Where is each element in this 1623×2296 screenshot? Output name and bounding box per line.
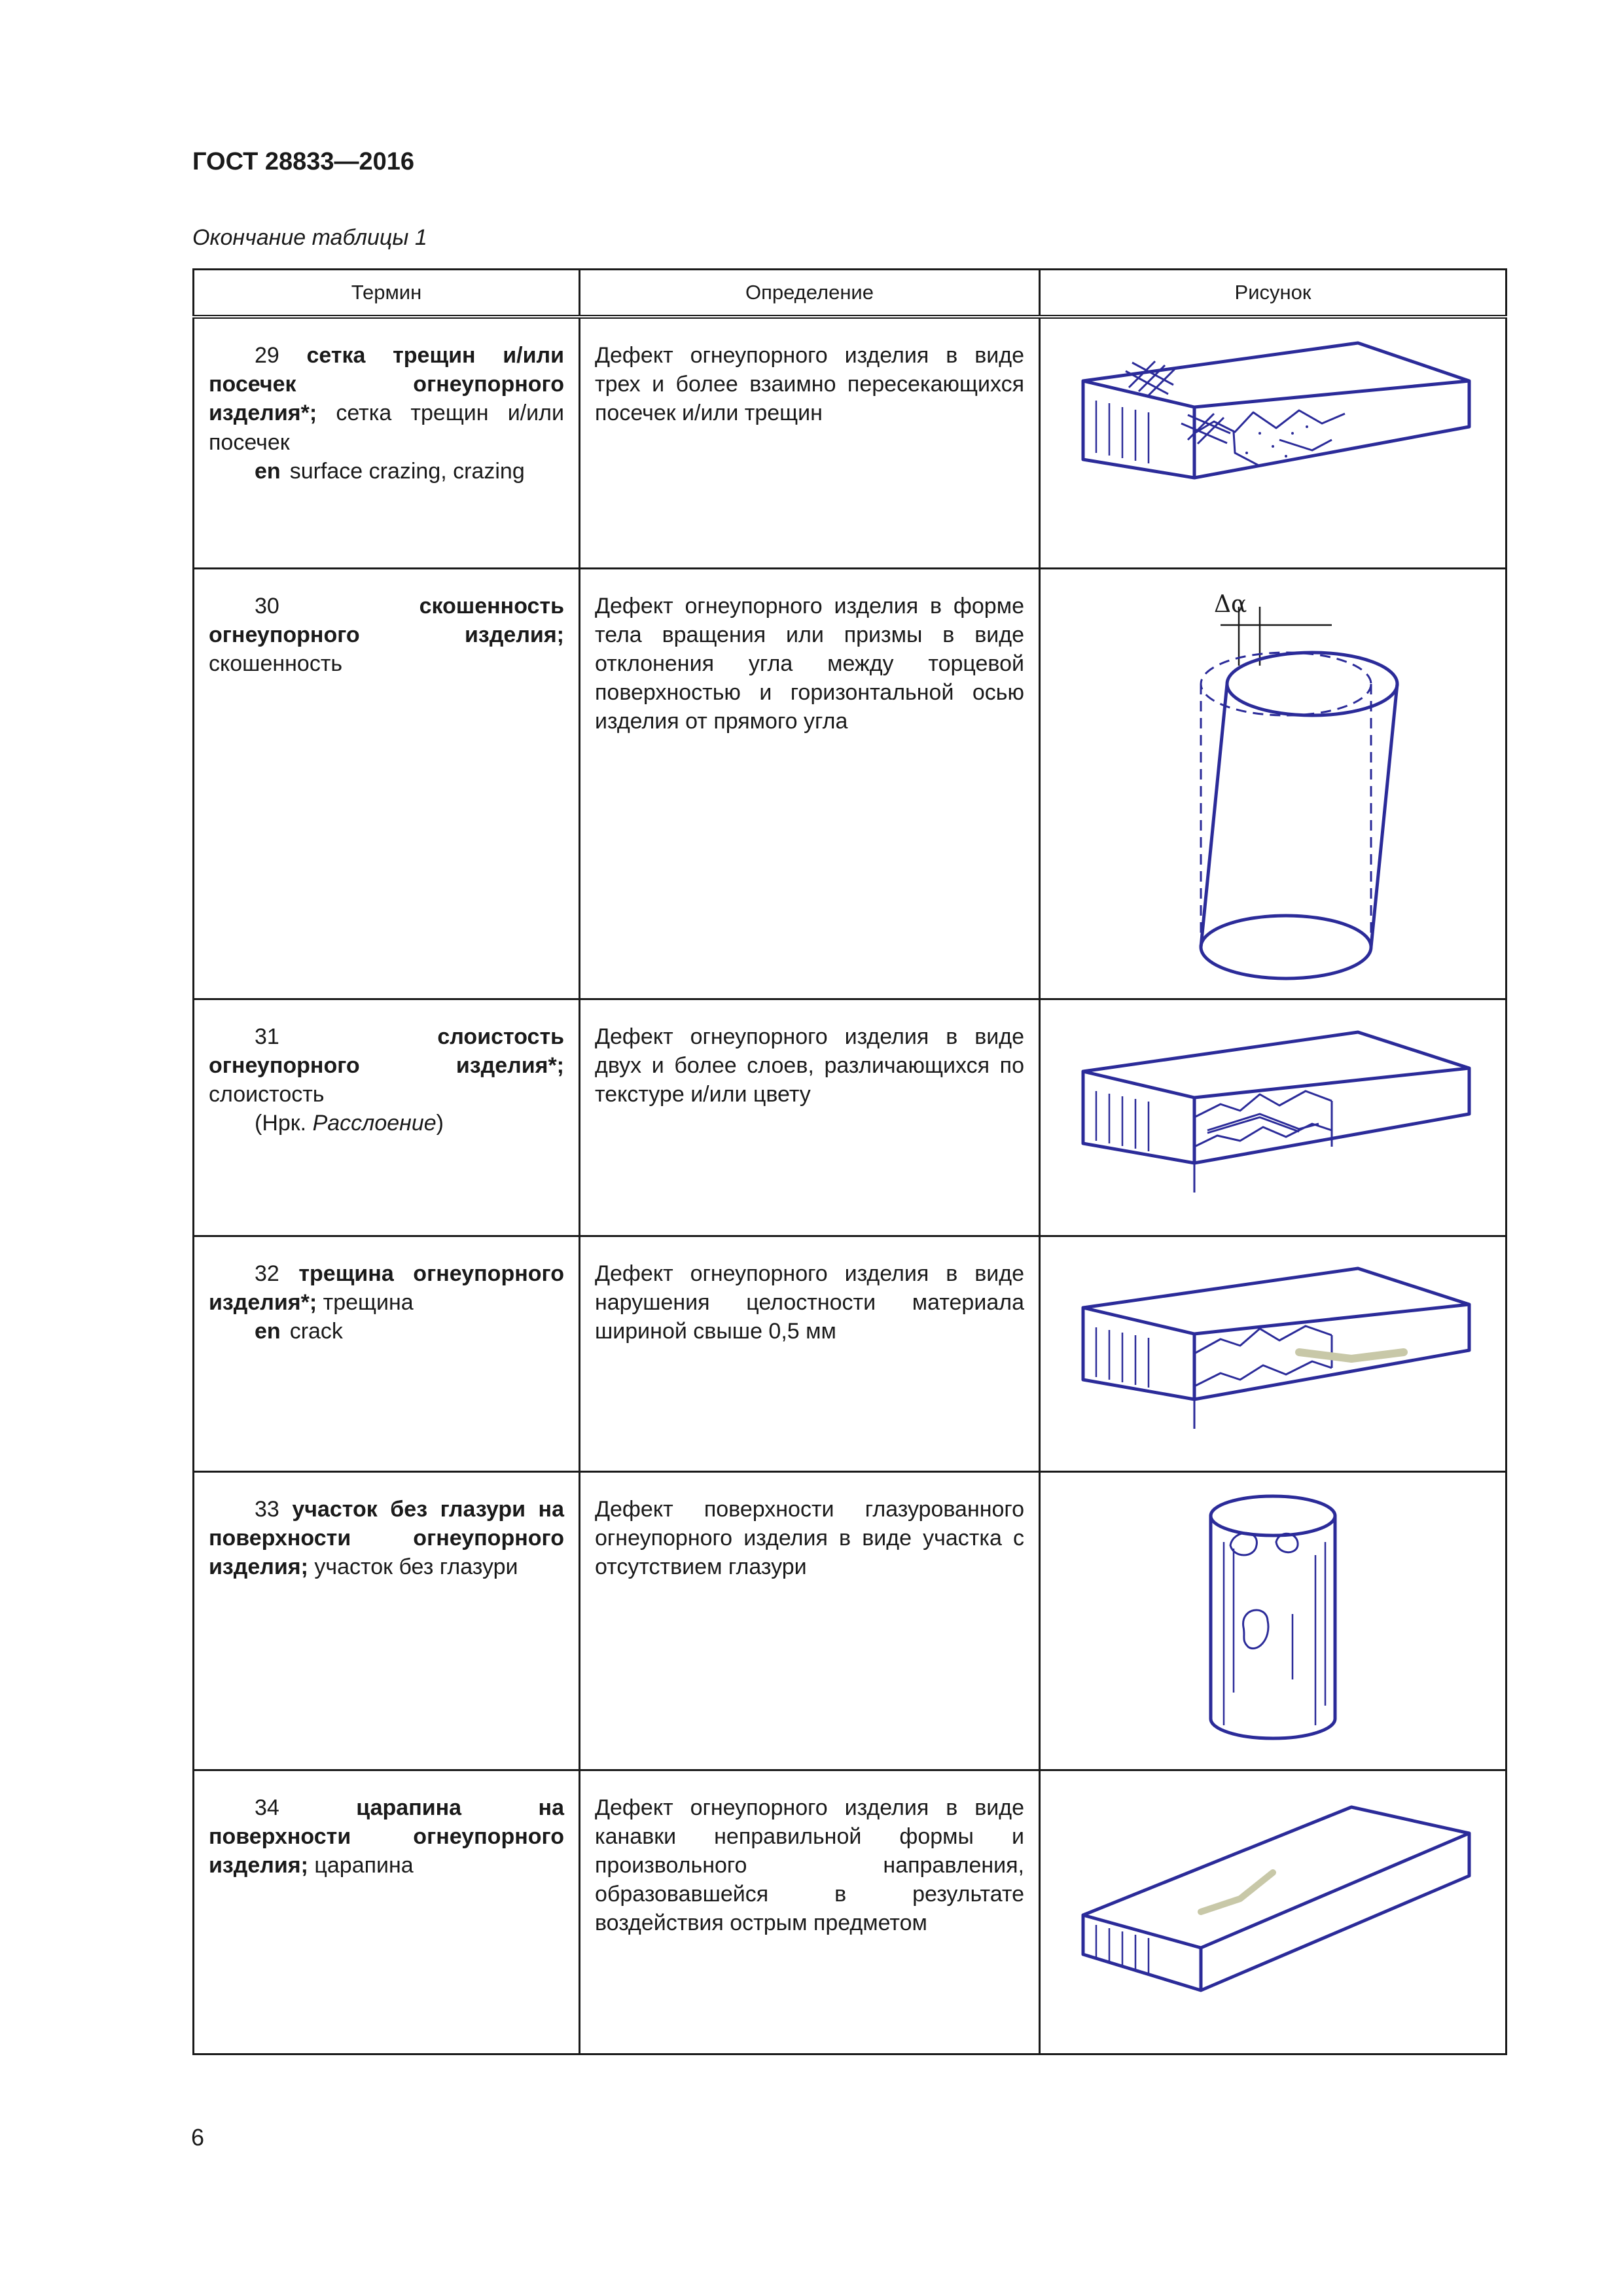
figure-cell [1040,1236,1507,1471]
term-number: 32 [255,1261,279,1286]
table-caption: Окончание таблицы 1 [192,225,427,250]
table-header-row [194,270,1507,317]
definition-cell: Дефект огнеупорного изделия в виде трех и более взаимно пересекающихся посечек и/или трещин [580,317,1040,568]
figure-cell [1040,1770,1507,2054]
term-bold: сетка трещин и/или посечек огнеупорного изделия*; [209,343,564,426]
term-synonym: царапина [308,1852,414,1878]
lamination-figure [1063,1019,1482,1215]
term-number: 34 [255,1795,279,1820]
term-bold: участок без глазури на поверхности огнеупорного изделия; [209,1496,564,1579]
delta-alpha-label: Δα [1214,591,1247,618]
deprecated-term: Расслоение [312,1111,437,1136]
page-number: 6 [191,2124,205,2151]
en-term: surface crazing, crazing [289,458,525,484]
english-equivalent [209,457,564,486]
english-equivalent [209,1317,564,1346]
column-header-definition: Определение [580,270,1040,317]
document-header: ГОСТ 28833—2016 [192,148,415,175]
skew-cylinder-figure [1122,581,1423,986]
term-synonym: трещина [317,1289,414,1315]
column-header-term: Термин [194,270,580,317]
term-number: 31 [255,1024,279,1049]
en-term: crack [289,1318,343,1344]
term-cell [194,1770,580,2054]
figure-cell [1040,1471,1507,1770]
term-bold: слоистость огнеупорного изделия*; [209,1024,564,1078]
figure-cell [1040,568,1507,999]
term-number: 30 [255,593,279,619]
crazing-figure [1063,335,1482,551]
term-number: 29 [255,343,279,368]
table-row [194,999,1507,1236]
table-row [194,568,1507,999]
term-cell [194,317,580,568]
definition-cell: Дефект огнеупорного изделия в виде нарушения целостности материала шириной свыше 0,5 мм [580,1236,1040,1471]
term-bold: трещина огнеупорного изделия*; [209,1261,564,1315]
scratch-figure [1063,1794,1482,2030]
table-row [194,1471,1507,1770]
term-synonym: сетка трещин и/или посечек [209,401,564,455]
term-synonym: слоистость [209,1081,325,1107]
term-bold: царапина на поверхности огнеупорного изделия; [209,1795,564,1878]
en-label: en [255,458,281,484]
term-cell [194,1236,580,1471]
term-number: 33 [255,1496,279,1522]
terms-table [192,268,1507,2055]
figure-cell [1040,317,1507,568]
table-row [194,1770,1507,2054]
table-row [194,317,1507,568]
unglazed-area-figure [1194,1483,1351,1758]
term-cell [194,568,580,999]
definition-cell: Дефект огнеупорного изделия в виде двух и более слоев, различающихся по текстуре и/или цвету [580,999,1040,1236]
term-synonym: участок без глазури [308,1554,518,1579]
figure-cell [1040,999,1507,1236]
term-bold: скошенность огнеупорного изделия; [209,593,564,647]
definition-cell: Дефект огнеупорного изделия в виде канавки неправильной формы и произвольного направления, образовавшейся в результате воздействия острым предметом [580,1770,1040,2054]
column-header-figure: Рисунок [1040,270,1507,317]
definition-cell: Дефект поверхности глазурованного огнеупорного изделия в виде участка с отсутствием глазури [580,1471,1040,1770]
term-cell [194,1471,580,1770]
term-synonym: скошенность [209,651,343,676]
table-row [194,1236,1507,1471]
deprecated-term-note: (Нрк. Расслоение) [255,1111,444,1136]
term-cell [194,999,580,1236]
definition-cell: Дефект огнеупорного изделия в форме тела вращения или призмы в виде отклонения угла между торцевой поверхностью и горизонтальной осью изделия от прямого угла [580,568,1040,999]
crack-figure [1063,1255,1482,1452]
en-label: en [255,1318,281,1344]
